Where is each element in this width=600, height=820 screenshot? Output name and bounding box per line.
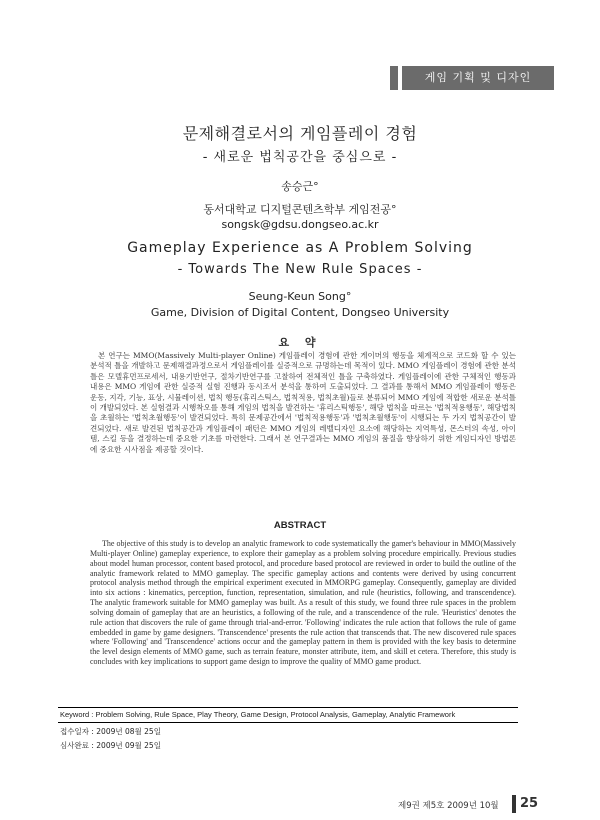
accepted-date: 심사완료 : 2009년 09월 25일 [60,741,161,750]
keyword-rule-top [58,707,518,708]
abstract-ko-heading: 요 약 [278,336,322,349]
subtitle-ko: - 새로운 법칙공간을 중심으로 - [202,150,398,165]
abstract-en-body: The objective of this study is to develop an analytic framework to code systematically the gamer's behaviour in MMO(Massively Multi-player Online) gameplay experience, to explore their gameplay as a problem solving procedure empirically. Previous studies about model human processor, content based protocol, and procedure based protocol are reviewed in order to build the outline of the analytic framework related to MMO gameplay. The specific gameplay actions and contents were derived by using concurrent protocol analysis method through the empirical experiment executed in MMORPG gameplay. Consequently, gameplay are divided into six actions : kinematics, perception, function, representation, simulation, and rule (heuristics, following, and transcendence). The analytic framework suitable for MMO gameplay was built. As a result of this study, we found three rule spaces in the problem solving domain of gameplay that are an heuristics, a following of the rule, and a transcendence of the rule. 'Heuristics' denotes the rule action that discovers the rule of game through trial-and-error. 'Following' indicates the rule action that follows the rule of game embedded in game by game designers. 'Transcendence' presents the rule action that transcends that. The new discovered rule spaces where 'Following' and 'Transcendence' actions occur and the gameplay pattern in them is provided with the key basis to determine the level design elements of MMO game, such as terrain feature, monster attribute, item, and skill et cetera. Therefore, this study is concludes with key implications to support game design to improve the quality of MMO game product. [90,539,516,667]
title-ko: 문제해결로서의 게임플레이 경험 [182,124,418,143]
affiliation-en: Game, Division of Digital Content, Dongseo University [150,306,450,319]
keywords-label: Keyword : [60,710,94,719]
author-en: Seung-Keun Song° [248,290,352,303]
received-date: 접수일자 : 2009년 08월 25일 [60,727,161,736]
section-tag-bar [390,66,398,90]
abstract-en-heading: ABSTRACT [273,520,327,531]
title-en: Gameplay Experience as A Problem Solving [127,240,473,256]
email-address: songsk@gdsu.dongseo.ac.kr [221,218,379,231]
author-ko: 송승근° [281,180,319,193]
section-tag: 게임 기획 및 디자인 [402,66,554,90]
affiliation-ko: 동서대학교 디지털콘텐츠학부 게임전공° [203,203,397,216]
page-number-bar [512,795,516,813]
keywords [60,710,530,719]
keywords-list: Problem Solving, Rule Space, Play Theory, Game Design, Protocol Analysis, Gameplay, Analytic Framework [95,710,456,719]
subtitle-en: - Towards The New Rule Spaces - [177,262,423,277]
journal-issue: 제9권 제5호 2009년 10월 [398,801,499,811]
page-number: 25 [520,796,539,811]
abstract-ko-body: 본 연구는 MMO(Massively Multi-player Online) 게임플레이 경험에 관한 게이머의 행동을 체계적으로 코드화 할 수 있는 분석적 틀을 개발하고 문제해결과정으로서 게임플레이를 실증적으로 규명하는데 목적이 있다. MMO 게임플레이 경험에 관한 분석틀은 모델휴먼프로세서, 내용기반연구, 절차기반연구를 고찰하여 전체적인 틀을 구축하였다. 게임플레이에 관한 구체적인 행동과 내용은 MMO 게임에 관한 실증적 실험 진행과 동시조서 분석을 통하여 도출되었다. 그 결과를 통해서 MMO 게임플레이 행동은 운동, 지각, 기능, 표상, 시뮬레이션, 법칙 행동(휴리스틱스, 법칙적용, 법칙초월)들로 분류되어 MMO 게임에 적합한 새로운 분석틀이 개발되었다. 본 실험결과 시행착오를 통해 게임의 법칙을 발견하는 '휴리스틱행동', 해당 법칙을 따르는 '법칙적용행동', 해당법칙을 초월하는 '법칙초월행동'이 발견되었다. 특히 문제공간에서 '법칙적용행동'과 '법칙초월행동'이 시행되는 두 가지 법칙공간이 발견되었다. 새로 발견된 법칙공간과 게임플레이 패턴은 MMO 게임의 레벨디자인 요소에 해당하는 지역특성, 몬스터의 속성, 아이템, 스킬 등을 결정하는데 중요한 기초를 마련한다. 그래서 본 연구결과는 MMO 게임의 품질을 향상하기 위한 게임디자인 방법론에 중요한 시사점을 제공할 것이다. [90,351,516,454]
keyword-rule-bottom [58,722,518,723]
